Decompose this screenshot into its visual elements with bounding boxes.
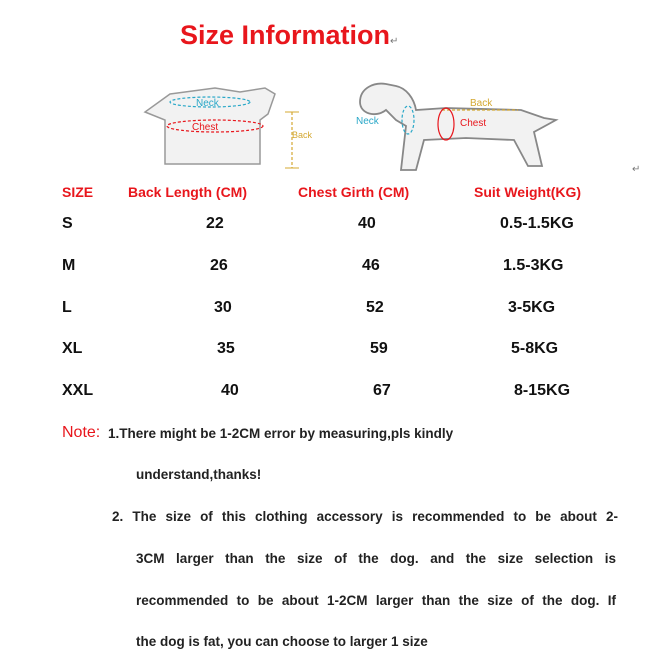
row-back-length: 30 [214, 299, 232, 316]
row-size: XL [62, 340, 83, 357]
note-line-6: the dog is fat, you can choose to larger 1 size [136, 634, 428, 649]
row-chest-girth: 46 [362, 257, 380, 274]
shirt-neck-label: Neck [196, 98, 219, 109]
row-size: XXL [62, 382, 94, 399]
row-back-length: 26 [210, 257, 228, 274]
row-chest-girth: 52 [366, 299, 384, 316]
header-back-length: Back Length (CM) [128, 184, 247, 200]
row-suit-weight: 8-15KG [514, 382, 571, 399]
note-line-5: recommended to be about 1-2CM larger than the size of the dog. If [136, 593, 616, 608]
row-size: L [62, 299, 72, 316]
row-suit-weight: 3-5KG [508, 299, 556, 316]
shirt-measurement-diagram [140, 82, 340, 172]
header-chest-girth: Chest Girth (CM) [298, 184, 410, 200]
dog-outline [360, 84, 556, 170]
row-back-length: 22 [206, 215, 224, 232]
shirt-chest-label: Chest [192, 122, 219, 133]
header-size: SIZE [62, 184, 94, 200]
return-mark-icon: ↵ [632, 164, 641, 175]
header-suit-weight: Suit Weight(KG) [474, 184, 582, 200]
row-chest-girth: 40 [358, 215, 376, 232]
return-mark-icon: ↵ [390, 36, 399, 47]
dog-neck-label: Neck [356, 116, 379, 127]
row-suit-weight: 5-8KG [511, 340, 559, 357]
row-suit-weight: 1.5-3KG [503, 257, 564, 274]
note-line-3: 2. The size of this clothing accessory is recommended to be about 2- [112, 509, 618, 524]
row-size: S [62, 215, 73, 232]
note-line-4: 3CM larger than the size of the dog. and the size selection is [136, 551, 616, 566]
dog-chest-label: Chest [460, 118, 487, 129]
row-size: M [62, 257, 76, 274]
row-back-length: 40 [221, 382, 239, 399]
shirt-back-label: Back [292, 130, 313, 140]
row-back-length: 35 [217, 340, 235, 357]
note-line-2: understand,thanks! [136, 467, 262, 482]
row-chest-girth: 67 [373, 382, 391, 399]
row-chest-girth: 59 [370, 340, 388, 357]
note-label: Note: [62, 424, 101, 441]
dog-back-label: Back [470, 98, 493, 109]
row-suit-weight: 0.5-1.5KG [500, 215, 574, 232]
page-title: Size Information↵ [180, 20, 399, 50]
note-line-1: 1.There might be 1-2CM error by measuring,pls kindly [108, 426, 454, 441]
dog-measurement-diagram [346, 80, 596, 175]
